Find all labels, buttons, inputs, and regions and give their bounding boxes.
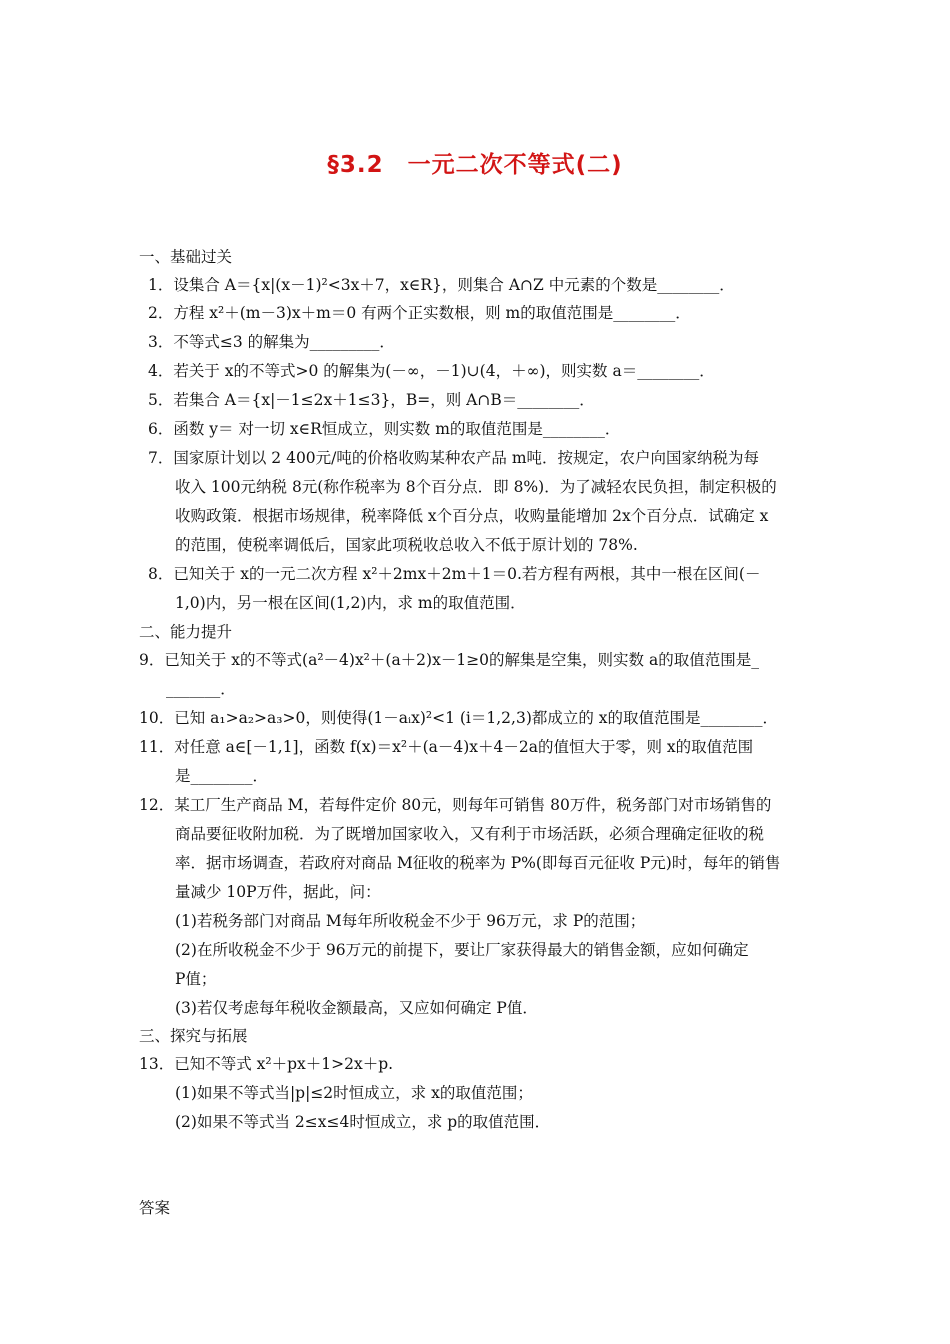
question-2: 2．方程 x²＋(m－3)x＋m＝0 有两个正实数根，则 m的取值范围是________． (148, 304, 691, 322)
question-12-part-2-line-2: P值； (175, 970, 217, 988)
question-13-part-1: (1)如果不等式当|p|≤2时恒成立，求 x的取值范围； (175, 1084, 533, 1102)
question-13-part-2: (2)如果不等式当 2≤x≤4时恒成立，求 p的取值范围． (175, 1113, 551, 1131)
question-12-line-1: 12．某工厂生产商品 M，若每件定价 80元，则每年可销售 80万件，税务部门对市场销售的 (139, 796, 772, 814)
question-8-line-2: 1,0)内，另一根在区间(1,2)内，求 m的取值范围． (175, 594, 526, 612)
question-11-line-2: 是________． (175, 767, 269, 785)
question-10: 10．已知 a₁>a₂>a₃>0，则使得(1－aᵢx)²<1 (i＝1,2,3)都成立的 x的取值范围是________． (139, 709, 779, 727)
question-1: 1．设集合 A＝{x|(x－1)²<3x＋7，x∈R}，则集合 A∩Z 中元素的个数是________． (148, 276, 735, 294)
question-13: 13．已知不等式 x²＋px＋1>2x＋p. (139, 1055, 394, 1073)
question-7-line-2: 收入 100元纳税 8元(称作税率为 8个百分点．即 8%)．为了减轻农民负担，制定积极的 (175, 478, 777, 496)
question-12-line-2: 商品要征收附加税．为了既增加国家收入，又有利于市场活跃，必须合理确定征收的税 (175, 825, 765, 843)
question-5: 5．若集合 A＝{x|－1≤2x＋1≤3}，B=，则 A∩B＝________． (148, 391, 595, 409)
question-12-line-3: 率．据市场调查，若政府对商品 M征收的税率为 P%(即每百元征收 P元)时，每年的销售 (175, 854, 781, 872)
question-6: 6．函数 y＝ 对一切 x∈R恒成立，则实数 m的取值范围是________． (148, 420, 621, 438)
page-title: §3.2 一元二次不等式(二) (327, 152, 623, 178)
question-8-line-1: 8．已知关于 x的一元二次方程 x²＋2mx＋2m＋1＝0.若方程有两根，其中一根在区间(－ (148, 565, 761, 583)
section-heading-ability: 二、能力提升 (139, 623, 233, 641)
question-12-part-3: (3)若仅考虑每年税收金额最高，又应如何确定 P值． (175, 999, 538, 1017)
question-7-line-4: 的范围，使税率调低后，国家此项税收总收入不低于原计划的 78%. (175, 536, 638, 554)
question-7-line-1: 7．国家原计划以 2 400元/吨的价格收购某种农产品 m吨．按规定，农户向国家纳税为每 (148, 449, 760, 467)
question-12-line-4: 量减少 10P万件，据此，问： (175, 883, 381, 901)
question-4: 4．若关于 x的不等式>0 的解集为(－∞，－1)∪(4，＋∞)，则实数 a＝________． (148, 362, 715, 380)
section-heading-basic: 一、基础过关 (139, 248, 233, 266)
question-9-line-2: _______． (166, 680, 236, 698)
section-heading-explore: 三、探究与拓展 (139, 1027, 248, 1045)
question-3: 3．不等式≤3 的解集为_________． (148, 333, 395, 351)
question-11-line-1: 11．对任意 a∈[－1,1]，函数 f(x)＝x²＋(a－4)x＋4－2a的值恒大于零，则 x的取值范围 (139, 738, 754, 756)
question-9-line-1: 9．已知关于 x的不等式(a²－4)x²＋(a＋2)x－1≥0的解集是空集，则实数 a的取值范围是_ (139, 651, 759, 669)
question-12-part-1: (1)若税务部门对商品 M每年所收税金不少于 96万元，求 P的范围； (175, 912, 646, 930)
answer-heading: 答案 (139, 1199, 171, 1217)
question-12-part-2-line-1: (2)在所收税金不少于 96万元的前提下，要让厂家获得最大的销售金额，应如何确定 (175, 941, 749, 959)
question-7-line-3: 收购政策．根据市场规律，税率降低 x个百分点，收购量能增加 2x个百分点．试确定 x (175, 507, 769, 525)
